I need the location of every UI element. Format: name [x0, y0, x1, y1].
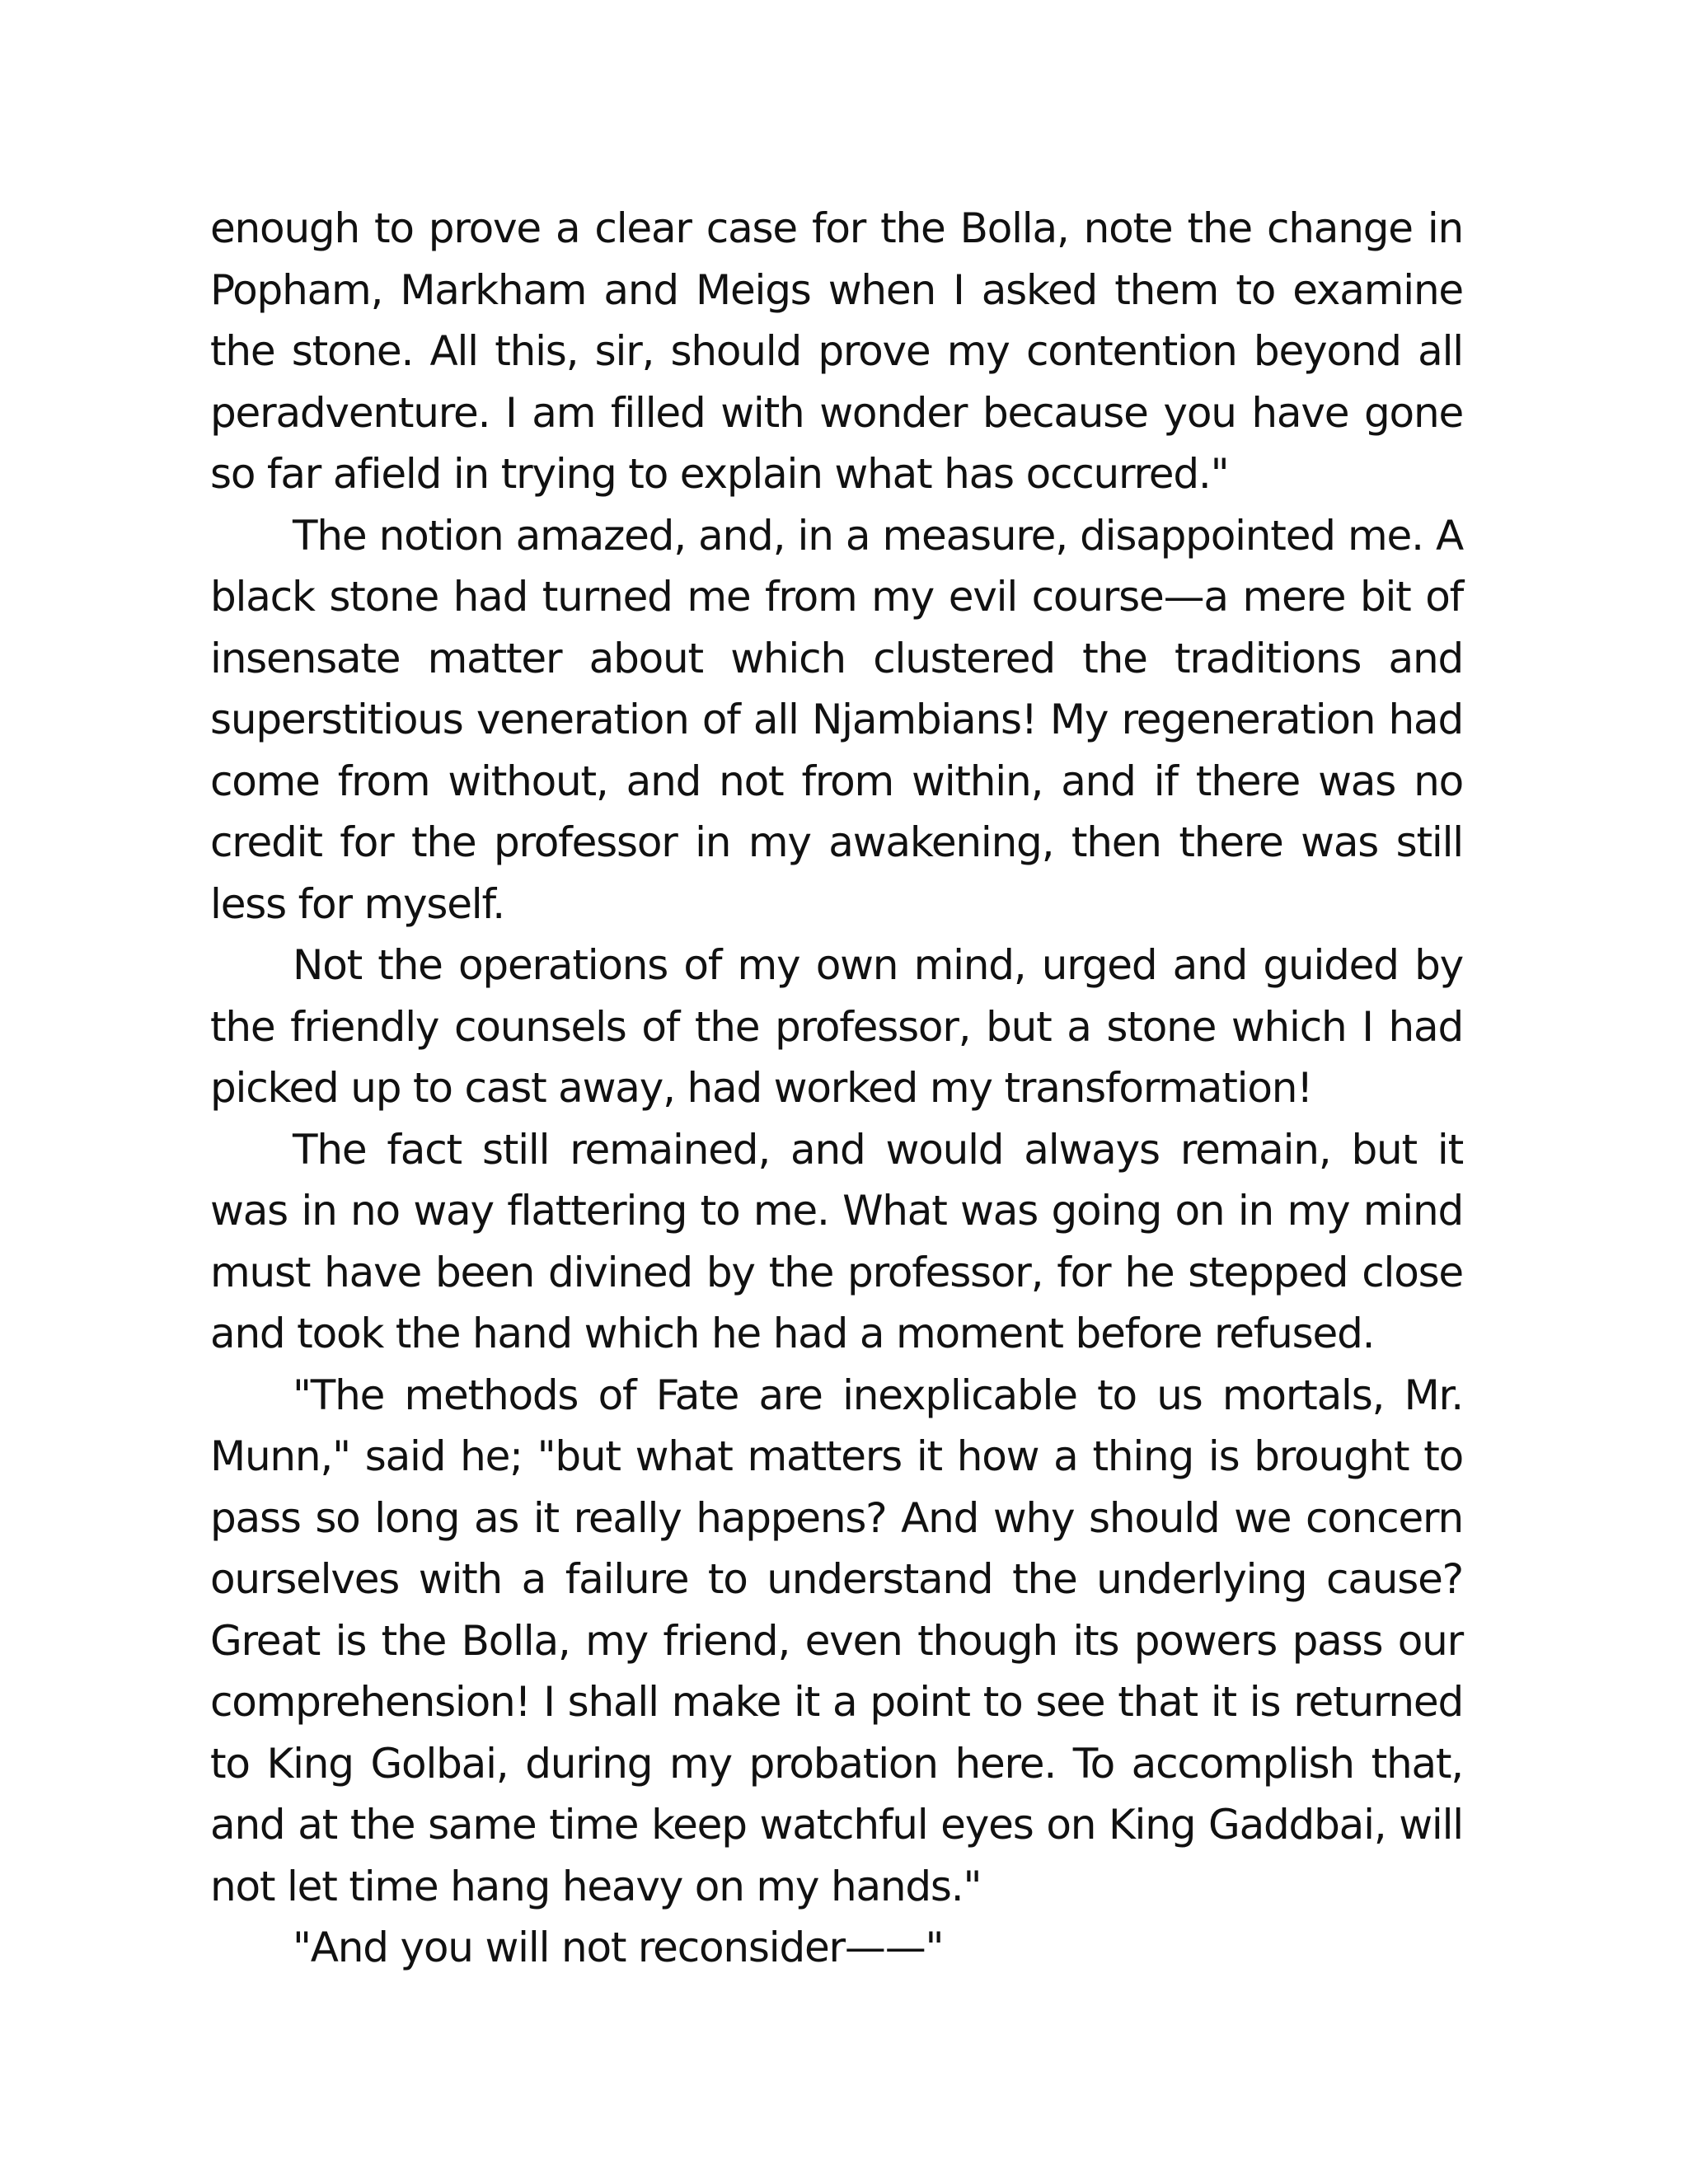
paragraph-operations-of-mind: Not the operations of my own mind, urged and guided by the friendly counsels of the professor, but a stone which I had picked up to cast away, had worked my transformation! — [210, 941, 1463, 1112]
paragraph-reconsider: "And you will not reconsider——" — [293, 1924, 944, 1971]
paragraph-methods-of-fate: "The methods of Fate are inexplicable to us mortals, Mr. Munn," said he; "but what matters it how a thing is brought to pass so long as it really happens? And why should we concern ourselves with a failure to understand the underlying cause? Great is the Bolla, my friend, even though its powers pass our comprehension! I shall make it a point to see that it is returned to King Golbai, during my probation here. To accomplish that, and at the same time keep watchful eyes on King Gaddbai, will not let time hang heavy on my hands." — [210, 1371, 1463, 1910]
paragraph-continuation: enough to prove a clear case for the Bolla, note the change in Popham, Markham and Meigs when I asked them to examine the stone. All this, sir, should prove my contention beyond all peradventure. I am filled with wonder because you have gone so far afield in trying to explain what has occurred." — [210, 204, 1463, 498]
page-text — [210, 198, 1463, 1979]
paragraph-notion-amazed: The notion amazed, and, in a measure, disappointed me. A black stone had turned me from my evil course—a mere bit of insensate matter about which clustered the traditions and superstitious veneration of all Njambians! My regeneration had come from without, and not from within, and if there was no credit for the professor in my awakening, then there was still less for myself. — [210, 511, 1463, 928]
paragraph-fact-remained: The fact still remained, and would always remain, but it was in no way flattering to me. What was going on in my mind must have been divined by the professor, for he stepped close and took the hand which he had a moment before refused. — [210, 1125, 1463, 1357]
